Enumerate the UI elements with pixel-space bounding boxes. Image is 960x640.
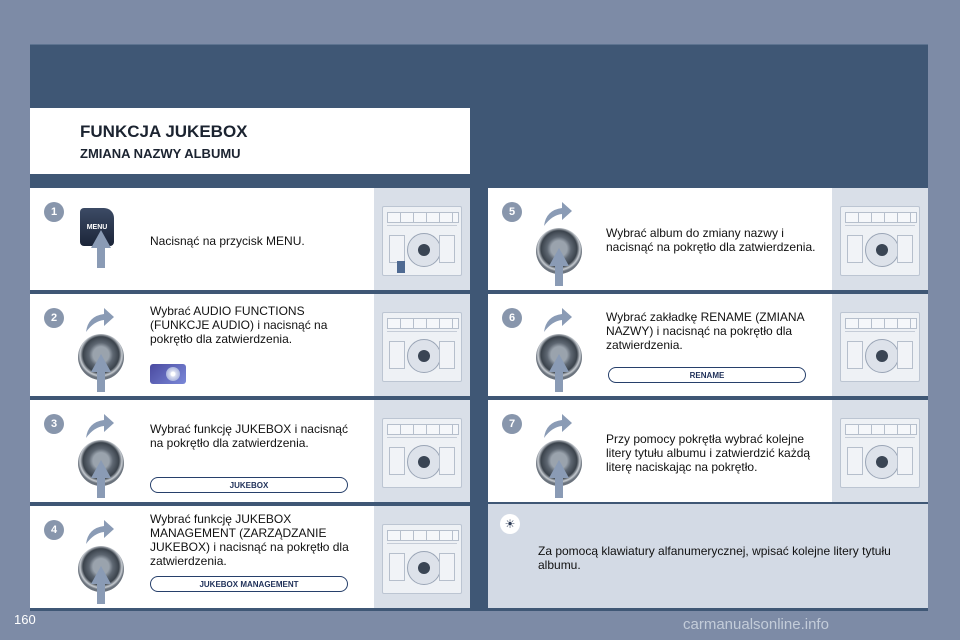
press-arrow-stem bbox=[555, 264, 563, 286]
jukebox-option-label: JUKEBOX bbox=[150, 477, 348, 493]
step-1-panel bbox=[30, 188, 470, 290]
audio-console-icon bbox=[840, 206, 920, 276]
press-arrow-icon bbox=[549, 248, 569, 266]
console-area bbox=[832, 294, 928, 396]
jukebox-management-option-label: JUKEBOX MANAGEMENT bbox=[150, 576, 348, 592]
audio-functions-icon bbox=[150, 364, 186, 384]
rename-option-label: RENAME bbox=[608, 367, 806, 383]
press-arrow-stem bbox=[97, 246, 105, 268]
press-arrow-stem bbox=[97, 582, 105, 604]
step-3-panel bbox=[30, 400, 470, 502]
press-arrow-icon bbox=[91, 566, 111, 584]
tip-box bbox=[488, 504, 928, 608]
step-number-badge: 1 bbox=[44, 202, 64, 222]
rotate-arrow-icon bbox=[82, 306, 116, 336]
step-6-panel bbox=[488, 294, 928, 396]
press-arrow-stem bbox=[97, 476, 105, 498]
page-subtitle: ZMIANA NAZWY ALBUMU bbox=[80, 146, 241, 161]
audio-console-icon bbox=[382, 418, 462, 488]
step-number-badge: 6 bbox=[502, 308, 522, 328]
sun-icon: ☀ bbox=[500, 514, 520, 534]
press-arrow-icon bbox=[91, 460, 111, 478]
press-arrow-icon bbox=[91, 230, 111, 248]
step-7-panel bbox=[488, 400, 928, 502]
watermark: carmanualsonline.info bbox=[683, 616, 829, 633]
audio-console-icon bbox=[382, 312, 462, 382]
rotate-arrow-icon bbox=[540, 200, 574, 230]
audio-console-icon bbox=[382, 206, 462, 276]
step-number-badge: 2 bbox=[44, 308, 64, 328]
press-arrow-stem bbox=[555, 476, 563, 498]
step-text: Wybrać AUDIO FUNCTIONS (FUNKCJE AUDIO) i nacisnąć na pokrętło dla zatwierdzenia. bbox=[150, 304, 328, 346]
step-4-panel bbox=[30, 506, 470, 608]
page-number: 160 bbox=[14, 612, 36, 627]
press-arrow-icon bbox=[549, 354, 569, 372]
step-5-panel bbox=[488, 188, 928, 290]
rotate-arrow-icon bbox=[82, 518, 116, 548]
step-text: Wybrać funkcję JUKEBOX i nacisnąć na pokrętło dla zatwierdzenia. bbox=[150, 422, 348, 450]
console-area bbox=[832, 400, 928, 502]
console-area bbox=[374, 400, 470, 502]
step-text: Przy pomocy pokrętła wybrać kolejne litery tytułu albumu i zatwierdzić każdą literę naciskając na pokrętło. bbox=[606, 432, 811, 474]
press-arrow-icon bbox=[91, 354, 111, 372]
step-text: Wybrać zakładkę RENAME (ZMIANA NAZWY) i nacisnąć na pokrętło dla zatwierdzenia. bbox=[606, 310, 804, 352]
step-number-badge: 4 bbox=[44, 520, 64, 540]
tip-text: Za pomocą klawiatury alfanumerycznej, wpisać kolejne litery tytułu albumu. bbox=[538, 544, 891, 572]
rotate-arrow-icon bbox=[540, 412, 574, 442]
menu-button-icon: MENU bbox=[80, 208, 114, 246]
press-arrow-stem bbox=[555, 370, 563, 392]
step-text: Nacisnąć na przycisk MENU. bbox=[150, 234, 305, 248]
page-title: FUNKCJA JUKEBOX bbox=[80, 122, 248, 141]
title-box bbox=[30, 108, 470, 174]
rotate-arrow-icon bbox=[540, 306, 574, 336]
console-area bbox=[832, 188, 928, 290]
audio-console-icon bbox=[840, 418, 920, 488]
console-area bbox=[374, 506, 470, 608]
step-number-badge: 7 bbox=[502, 414, 522, 434]
console-area bbox=[374, 188, 470, 290]
audio-console-icon bbox=[382, 524, 462, 594]
press-arrow-stem bbox=[97, 370, 105, 392]
step-text: Wybrać funkcję JUKEBOX MANAGEMENT (ZARZĄDZANIE JUKEBOX) i nacisnąć na pokrętło dla zatwierdzenia. bbox=[150, 512, 349, 568]
press-arrow-icon bbox=[549, 460, 569, 478]
audio-console-icon bbox=[840, 312, 920, 382]
console-area bbox=[374, 294, 470, 396]
rotate-arrow-icon bbox=[82, 412, 116, 442]
step-number-badge: 3 bbox=[44, 414, 64, 434]
step-2-panel bbox=[30, 294, 470, 396]
step-number-badge: 5 bbox=[502, 202, 522, 222]
step-text: Wybrać album do zmiany nazwy i nacisnąć na pokrętło dla zatwierdzenia. bbox=[606, 226, 816, 254]
